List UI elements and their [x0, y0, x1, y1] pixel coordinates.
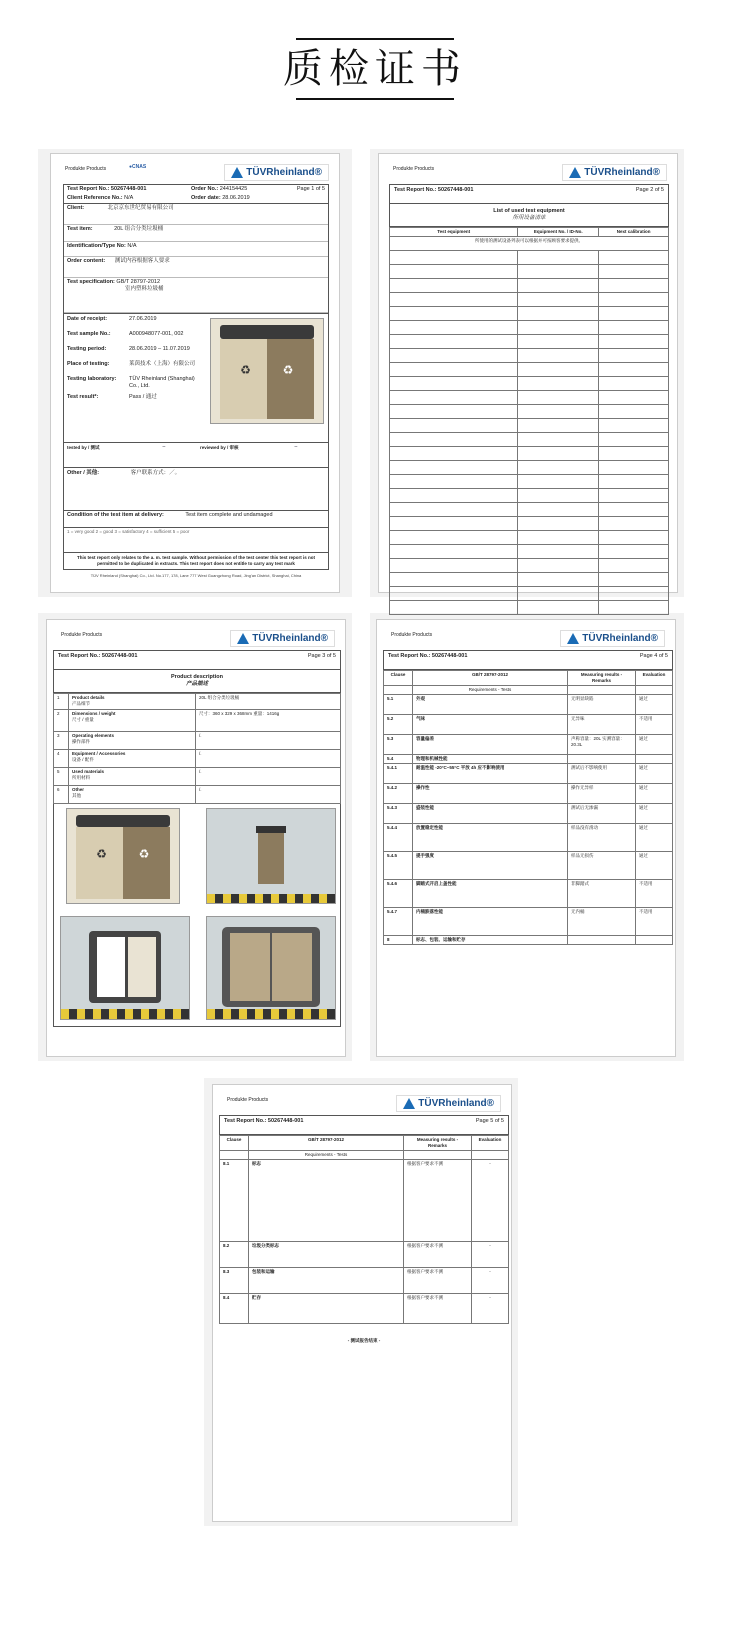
tuv-triangle-icon [231, 167, 243, 178]
tuv-logo: TÜVRheinland® [396, 1095, 501, 1112]
product-photos [53, 804, 341, 1027]
tuv-logo: TÜVRheinland® [562, 164, 667, 181]
disclaimer: This test report only relates to the a. m. test sample. Without permission of the test center this test report is not permitted to be duplicated in extracts. This test report does not entitle to carry any test mark [63, 553, 329, 570]
report-page-2 [378, 153, 678, 593]
tuv-logo: TÜVRheinland® [230, 630, 335, 647]
title-rule-bottom [296, 98, 454, 100]
page4-header: Test Report No.: 50267448-001 Page 4 of 5 [383, 650, 673, 670]
equipment-table: Test equipment Equipment No. / ID-No. Next calibration 所使用的测试设备列表可以根据并可按顾客要求提供。 [389, 227, 669, 615]
page-title: 质检证书 [283, 46, 467, 92]
product-photo-room [206, 808, 336, 904]
produkte-label: Produkte Products [65, 166, 107, 172]
signature-block: tested by / 测试 reviewed by / 审核 ~ ~ [63, 443, 329, 468]
recycle-icon: ♻ [282, 362, 294, 377]
title-block [0, 38, 750, 100]
tuv-triangle-icon [237, 633, 249, 644]
page3-header: Test Report No.: 50267448-001 Page 3 of 5 [53, 650, 341, 670]
page5-body [219, 1115, 509, 1344]
page2-heading: List of used test equipment 所用设备清单 [389, 204, 669, 227]
tuv-triangle-icon [569, 167, 581, 178]
product-photo-front: ♻ ♻ [66, 808, 180, 904]
page1-footer: TÜV Rheinland (Shanghai) Co., Ltd. No.177, 178, Lane 777 West Guangzhong Road, Jing'an District, Shanghai, China [90, 573, 302, 578]
page1-info-block [63, 314, 329, 443]
report-page-5 [212, 1084, 512, 1522]
page1-header-table: Test Report No.: 50267448-001 Order No.: 244154425 Page 1 of 5 Client Reference No.: N/A Order date: 28.06.2019 [63, 184, 329, 204]
product-description-table: 1 Product details 产品细节 20L 组合分类垃圾桶 2 Dimensions / weight 尺寸 / 重量 尺寸：360 x 329 x 368mm 重量：1416g 3 Operating elements 操作部件 /. 4 Equipment / Accessories 设备 / 配件 /. 5 Used materials 所用材料 /. 6 Other 其他 /. [53, 693, 341, 804]
page5-header: Test Report No.: 50267448-001 Page 5 of 5 [219, 1115, 509, 1135]
other-row: Other / 其他: 客户联系方式：／。 [63, 468, 329, 511]
requirements-table-2: Clause GB/T 28797-2012 Measuring results - Remarks Evaluation Requirements - Tests 8.1 标志 根据客户要求不测 - 8.2 垃圾分类标志 根据客户要求不测 - 8.3 包装和运输 根据客户要求不测 - 8.4 贮存 根据客户要求不测 - [219, 1135, 509, 1324]
tuv-triangle-icon [567, 633, 579, 644]
recycle-icon: ♻ [240, 362, 251, 377]
produkte-label: Produkte Products [391, 632, 433, 638]
page1-info-list: Date of receipt: 27.06.2019 Test sample No.: A000948077-001, 002 Testing period: 28.06.2019 – 11.07.2019 Place of testing: 莱茵技术（上海）有限公司 Testing laboratory: TÜV Rheinland (Shanghai) Co., Ltd. Test result*: Pass / 通过 [67, 316, 196, 400]
produkte-label: Produkte Products [61, 632, 103, 638]
signature-mark-1: ~ [162, 445, 166, 450]
cnas-logo: ●CNAS [129, 164, 147, 170]
signature-mark-2: ~ [294, 445, 298, 450]
tuv-logo: TÜVRheinland® [224, 164, 329, 181]
report-end-marker: - 测试报告结束 - [347, 1338, 381, 1343]
produkte-label: Produkte Products [393, 166, 435, 172]
equipment-note: 所使用的测试设备列表可以根据并可按顾客要求提供。 [390, 237, 669, 251]
page2-header: Test Report No.: 50267448-001 Page 2 of 5 [389, 184, 669, 204]
page1-body [63, 184, 329, 579]
produkte-label: Produkte Products [227, 1097, 269, 1103]
product-photo-inside [206, 916, 336, 1020]
product-photo-open [60, 916, 190, 1020]
page3-body [53, 650, 341, 1027]
page1-fields: Client: 北京京东世纪贸易有限公司 Test item: 20L 组合分类垃圾桶 Identification/Type No: N/A Order content: 测试内容根据客人要求 Test specification: GB/T 28797-2012 室内塑料垃圾桶 [63, 204, 329, 314]
product-photo-1 [210, 318, 324, 424]
legend-row: 1 = very good 2 = good 3 = satisfactory 4 = sufficient 5 = poor [63, 528, 329, 553]
report-page-4 [376, 619, 676, 1057]
report-page-3 [46, 619, 346, 1057]
tuv-triangle-icon [403, 1098, 415, 1109]
page4-body [383, 650, 673, 945]
page3-heading: Product description 产品描述 [53, 670, 341, 693]
condition-row: Condition of the test item at delivery: Test item complete and undamaged [63, 511, 329, 528]
requirements-table-1: Clause GB/T 28797-2012 Measuring results - Remarks Evaluation Requirements - Tests 5.1 外观 无明显缺陷 通过 5.2 气味 无异味 不适用 5.3 容量偏差 声称容量：20L 实测容量：20.3L 通过 5.4 物理和机械性能 5.4.1 耐温性能 -20°C~55°C 平放 4h 应不影响使用 测试后不影响使用 通过 5.4.2 操作性 操作无异样 通过 5.4.3 盛装性能 测试后无渗漏 通过 5.4.4 放置稳定性能 样品没有滑动 通过 5.4.5 提手强度 样品无损伤 通过 5.4.6 脚踏式开启上盖性能 非脚踏式 不适用 5.4.7 内桶跌落性能 无内桶 不适用 8 标志、包装、运输和贮存 [383, 670, 673, 945]
tuv-logo: TÜVRheinland® [560, 630, 665, 647]
page2-body [389, 184, 669, 615]
report-page-1 [50, 153, 340, 593]
